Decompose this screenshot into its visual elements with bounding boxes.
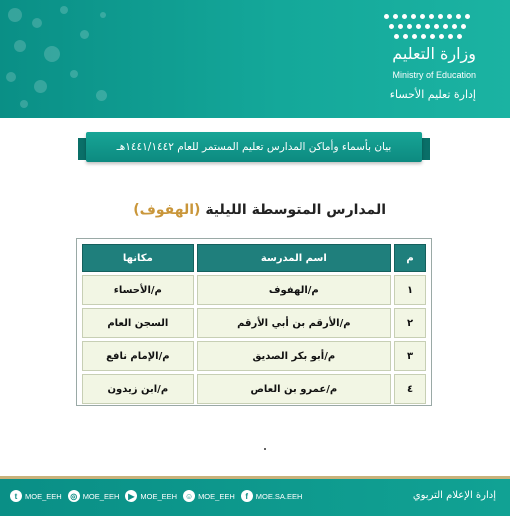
social-links — [10, 490, 302, 502]
facebook-icon: f — [241, 490, 253, 502]
school-location: م/ابن زيدون — [82, 374, 194, 404]
school-location: م/الأحساء — [82, 275, 194, 305]
media-department-name: إدارة الإعلام التربوي — [412, 490, 496, 501]
school-location: م/الإمام نافع — [82, 341, 194, 371]
subtitle-main: المدارس المتوسطة الليلية — [205, 202, 386, 218]
schools-table — [76, 238, 432, 406]
title-banner — [78, 132, 430, 172]
section-subtitle — [133, 202, 386, 218]
row-number: ١ — [394, 275, 426, 305]
youtube-icon: ▶ — [125, 490, 137, 502]
table-row — [82, 341, 426, 371]
school-name: م/أبو بكر الصديق — [197, 341, 391, 371]
social-link-facebook[interactable] — [241, 490, 303, 502]
school-name: م/الهفوف — [197, 275, 391, 305]
education-administration-name: إدارة تعليم الأحساء — [389, 88, 476, 101]
table-header-row — [82, 244, 426, 272]
footer — [0, 479, 510, 516]
row-number: ٣ — [394, 341, 426, 371]
row-number: ٢ — [394, 308, 426, 338]
snapchat-icon: ☺ — [184, 491, 194, 501]
header-location: مكانها — [82, 244, 194, 272]
decorative-dots — [0, 0, 120, 118]
social-handle: MOE_EEH — [82, 491, 120, 501]
header — [0, 0, 510, 118]
school-name: م/عمرو بن العاص — [197, 374, 391, 404]
social-handle: MOE_EEH — [140, 491, 178, 501]
social-link-instagram[interactable] — [68, 490, 120, 502]
header-number: م — [394, 244, 426, 272]
banner-text: بيان بأسماء وأماكن المدارس تعليم المستمر للعام ١٤٤١/١٤٤٢هـ — [86, 132, 422, 162]
subtitle-city: (الهفوف) — [133, 202, 201, 218]
row-number: ٤ — [394, 374, 426, 404]
header-school-name: اسم المدرسة — [197, 244, 391, 272]
social-handle: MOE.SA.EEH — [255, 491, 303, 501]
social-link-snapchat[interactable] — [183, 490, 235, 502]
stray-dot — [264, 448, 266, 450]
school-location: السجن العام — [82, 308, 194, 338]
table-row — [82, 374, 426, 404]
social-link-youtube[interactable] — [125, 490, 177, 502]
ministry-name-english: Ministry of Education — [392, 70, 476, 80]
ministry-logo-icon — [384, 10, 476, 46]
social-handle: MOE_EEH — [198, 491, 235, 501]
instagram-icon: ◎ — [68, 490, 80, 502]
table-row — [82, 275, 426, 305]
social-handle: MOE_EEH — [25, 491, 62, 501]
ministry-name-arabic: وزارة التعليم — [392, 44, 476, 63]
school-name: م/الأرقم بن أبي الأرقم — [197, 308, 391, 338]
social-link-twitter[interactable] — [10, 490, 62, 502]
twitter-icon: t — [10, 490, 22, 502]
table-row — [82, 308, 426, 338]
